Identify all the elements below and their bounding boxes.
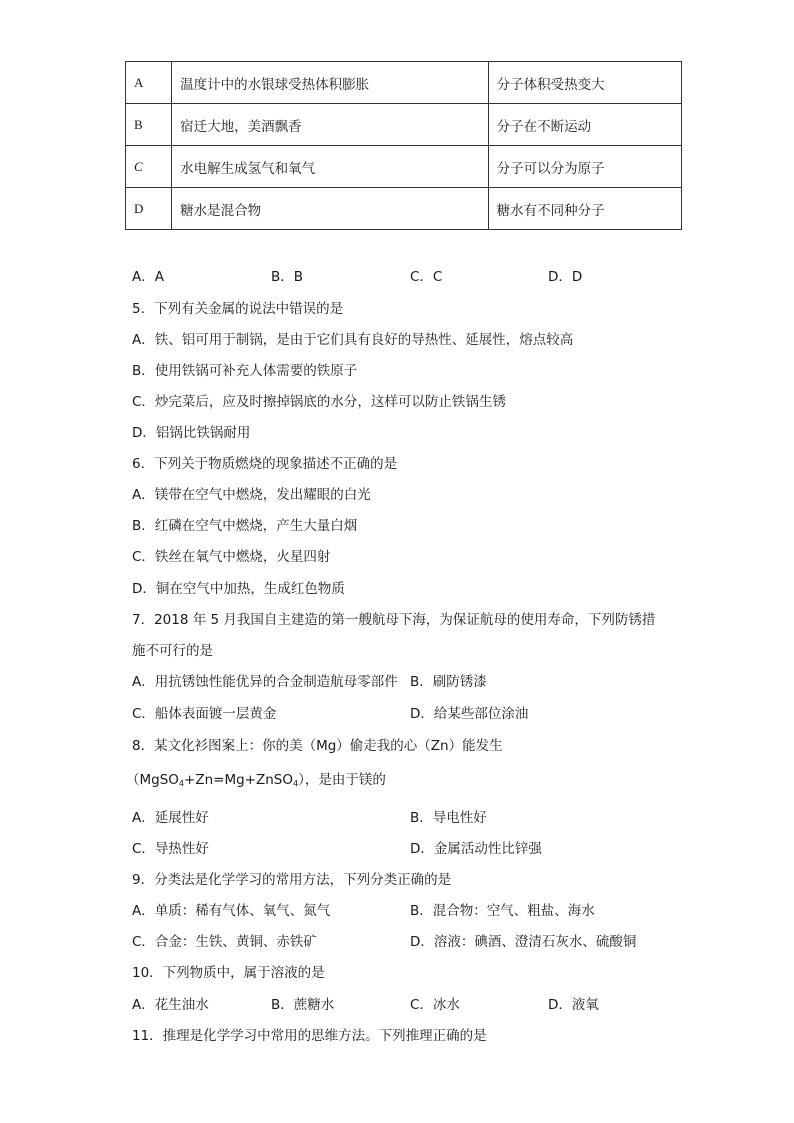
q10-stem: 10．下列物质中，属于溶液的是	[132, 965, 325, 981]
table-row	[126, 146, 682, 188]
q8-eq-sub2: 4	[292, 779, 299, 788]
q4-option-d[interactable]: D．D	[548, 269, 583, 285]
row-phenomenon: 温度计中的水银球受热体积膨胀	[172, 62, 489, 104]
q7-option-d[interactable]: D．给某些部位涂油	[410, 706, 529, 722]
row-letter: B	[126, 104, 172, 146]
q8-eq-sub1: 4	[178, 779, 185, 788]
row-letter: C	[126, 146, 172, 188]
row-phenomenon: 水电解生成氢气和氧气	[172, 146, 489, 188]
q8-stem-line1: 8．某文化衫图案上：你的美（Mg）偷走我的心（Zn）能发生	[132, 738, 503, 754]
q7-option-b[interactable]: B．刷防锈漆	[410, 674, 487, 690]
q7-stem-line2: 施不可行的是	[132, 643, 213, 659]
row-explanation: 分子可以分为原子	[488, 146, 681, 188]
q8-option-c[interactable]: C．导热性好	[132, 841, 209, 857]
q8-eq-close: ），是由于镁的	[298, 772, 386, 788]
q8-option-d[interactable]: D．金属活动性比锌强	[410, 841, 542, 857]
q5-stem: 5．下列有关金属的说法中错误的是	[132, 301, 344, 317]
q8-eq-open: （MgSO	[126, 772, 179, 788]
q8-option-a[interactable]: A．延展性好	[132, 810, 209, 826]
q6-stem: 6．下列关于物质燃烧的现象描述不正确的是	[132, 456, 398, 472]
q6-option-b[interactable]: B．红磷在空气中燃烧，产生大量白烟	[132, 518, 358, 534]
row-explanation: 分子体积受热变大	[488, 62, 681, 104]
row-phenomenon: 宿迁大地，美酒飘香	[172, 104, 489, 146]
q7-stem-line1: 7．2018 年 5 月我国自主建造的第一艘航母下海，为保证航母的使用寿命，下列防锈措	[132, 612, 656, 628]
q10-option-d[interactable]: D．液氧	[548, 997, 599, 1013]
q8-eq-mid: +Zn=Mg+ZnSO	[184, 772, 293, 788]
q5-option-b[interactable]: B．使用铁锅可补充人体需要的铁原子	[132, 363, 358, 379]
question-4-table	[125, 61, 682, 230]
q9-option-d[interactable]: D．溶液：碘酒、澄清石灰水、硫酸铜	[410, 934, 637, 950]
q9-option-b[interactable]: B．混合物：空气、粗盐、海水	[410, 903, 595, 919]
q6-option-d[interactable]: D．铜在空气中加热，生成红色物质	[132, 581, 345, 597]
q9-option-a[interactable]: A．单质：稀有气体、氧气、氮气	[132, 903, 331, 919]
q10-option-a[interactable]: A．花生油水	[132, 997, 209, 1013]
row-explanation: 糖水有不同种分子	[488, 188, 681, 230]
q8-option-b[interactable]: B．导电性好	[410, 810, 487, 826]
q7-option-a[interactable]: A．用抗锈蚀性能优异的合金制造航母零部件	[132, 674, 398, 690]
table-row	[126, 62, 682, 104]
q4-option-c[interactable]: C．C	[410, 269, 443, 285]
q4-option-b[interactable]: B．B	[271, 269, 304, 285]
q9-option-c[interactable]: C．合金：生铁、黄铜、赤铁矿	[132, 934, 317, 950]
q6-option-a[interactable]: A．镁带在空气中燃烧，发出耀眼的白光	[132, 487, 371, 503]
q5-option-c[interactable]: C．炒完菜后，应及时擦掉锅底的水分，这样可以防止铁锅生锈	[132, 394, 506, 410]
row-explanation: 分子在不断运动	[488, 104, 681, 146]
q10-option-b[interactable]: B．蔗糖水	[271, 997, 335, 1013]
table-row	[126, 104, 682, 146]
q9-stem: 9．分类法是化学学习的常用方法，下列分类正确的是	[132, 872, 452, 888]
q4-option-a[interactable]: A．A	[132, 269, 164, 285]
q8-equation-line	[126, 771, 386, 793]
row-letter: A	[126, 62, 172, 104]
q5-option-a[interactable]: A．铁、铝可用于制锅，是由于它们具有良好的导热性、延展性，熔点较高	[132, 332, 574, 348]
q6-option-c[interactable]: C．铁丝在氧气中燃烧，火星四射	[132, 549, 331, 565]
q5-option-d[interactable]: D．铝锅比铁锅耐用	[132, 425, 251, 441]
row-letter: D	[126, 188, 172, 230]
q11-stem: 11．推理是化学学习中常用的思维方法。下列推理正确的是	[132, 1028, 487, 1044]
q10-option-c[interactable]: C．冰水	[410, 997, 460, 1013]
q7-option-c[interactable]: C．船体表面镀一层黄金	[132, 706, 277, 722]
row-phenomenon: 糖水是混合物	[172, 188, 489, 230]
table-row	[126, 188, 682, 230]
